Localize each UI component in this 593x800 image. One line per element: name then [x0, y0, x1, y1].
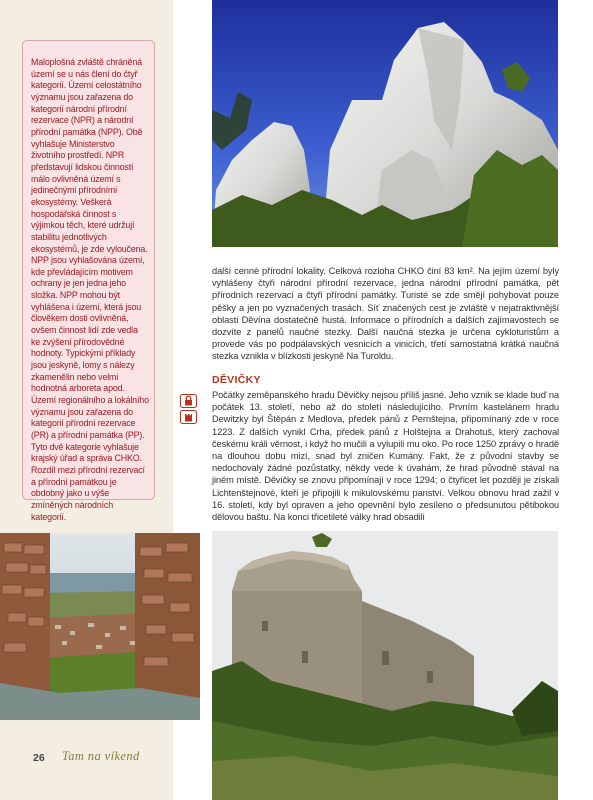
body-paragraph: další cenné přírodní lokality. Celková rozloha CHKO činí 83 km². Na jejím území byly vyhlášeny čtyři národní přírodní rezervace, jedna národní přírodní památka, pět přírodních rezervací a čtyři přírodní památky. Turisté se zde smějí pohybovat pouze pěšky a jen po vyznačených trasách. Síť značených cest je zvláště v nejatraktivnější oblasti Děvína dostatečně hustá. Informace o přírodních a dalších zajímavostech se dozvíte z panelů naučné stezky. Další naučná stezka je určena cykloturistům a provede vás po podpálavských vesnicích a vinicích, třetí samostatná krátká naučná stezka vznikla v blízkosti jeskyně Na Turoldu.: [212, 266, 559, 362]
running-title: Tam na víkend: [62, 749, 140, 763]
rocks-photo: [212, 0, 558, 247]
castle-photo: [212, 531, 558, 800]
body-paragraph: Počátky zeměpanského hradu Děvičky nejsou příliš jasné. Jeho vznik se klade buď na počátek 13. století, nebo až do století následujícího. Prvním kastelánem hradu Dewitzky byl Štěpán z Medlova, předek pánů z Pernštejna, připomínaný zde v roce 1223. Z dalších vynikl Crha, předek pánů z Holštejna a Drahotuš, který zachoval českému králi věrnost, i když ho mučili a vylupili mu oko. Po roce 1250 zprávy o hradě na dlouhou dobu mizí, snad byl zničen Kumány. Fakt, že z původní stavby se nedochovaly žádné pozůstatky, někdy vede k úvahám, že hrad původně stával na jiném místě. Děvičky se znovu připomínají v roce 1294; o čtyřicet let později je získali Lichtenštejnové, kteří je připojili k mikulovskému panství. Velkou obnovu hrad zažil v 16. století, kdy byl opraven a jeho opevnění bylo zesíleno o předsunutou pětibokou dělovou baštu. Na konci třicetileté války hrad obsadili: [212, 390, 559, 523]
info-sidebar: [22, 40, 155, 522]
castle-ruin-icon: [180, 410, 197, 424]
section-heading: DĚVIČKY: [212, 374, 261, 386]
sidebar-text: Maloplošná zvláště chráněná území se u nás člení do čtyř kategorií. Území celostátního významu jsou zařazena do kategorií národní přírodní rezervace (NPR) a národní přírodní památka (NPP). Obě vyhlašuje Ministerstvo životního prostředí. NPR představují lidskou činností málo ovlivněná území s jedinečnými přírodními ekosystémy. Veškerá hospodářská činnost s výjimkou těch, které udržují stabilitu jednotlivých ekosystémů, je zde vyloučena. NPP jsou vyhlašována území, kde převládajícím motivem ochrany je jen jedna jeho složka. NPP mohou být vyhlášena i území, která jsou člověkem dosti ovlivněná, ovšem činnost lidí zde vedla ke zvýšení přírodovědné hodnoty. Typickými příklady jsou jeskyně, lomy s nálezy zkamenělin nebo velmi hodnotná arboreta apod. Území regionálního a lokálního významu jsou zařazena do kategorií přírodní rezervace (PR) a přírodní památka (PP). Tyto dvě kategorie vyhlašuje krajský úřad a správa CHKO. Rozdíl mezi přírodní rezervací a přírodní památkou je obdobný jako u výše zmíněných národních kategorií.: [31, 57, 149, 522]
ruin-window-photo: [0, 533, 200, 720]
lock-icon: [180, 394, 197, 408]
page-number: 26: [33, 752, 45, 764]
